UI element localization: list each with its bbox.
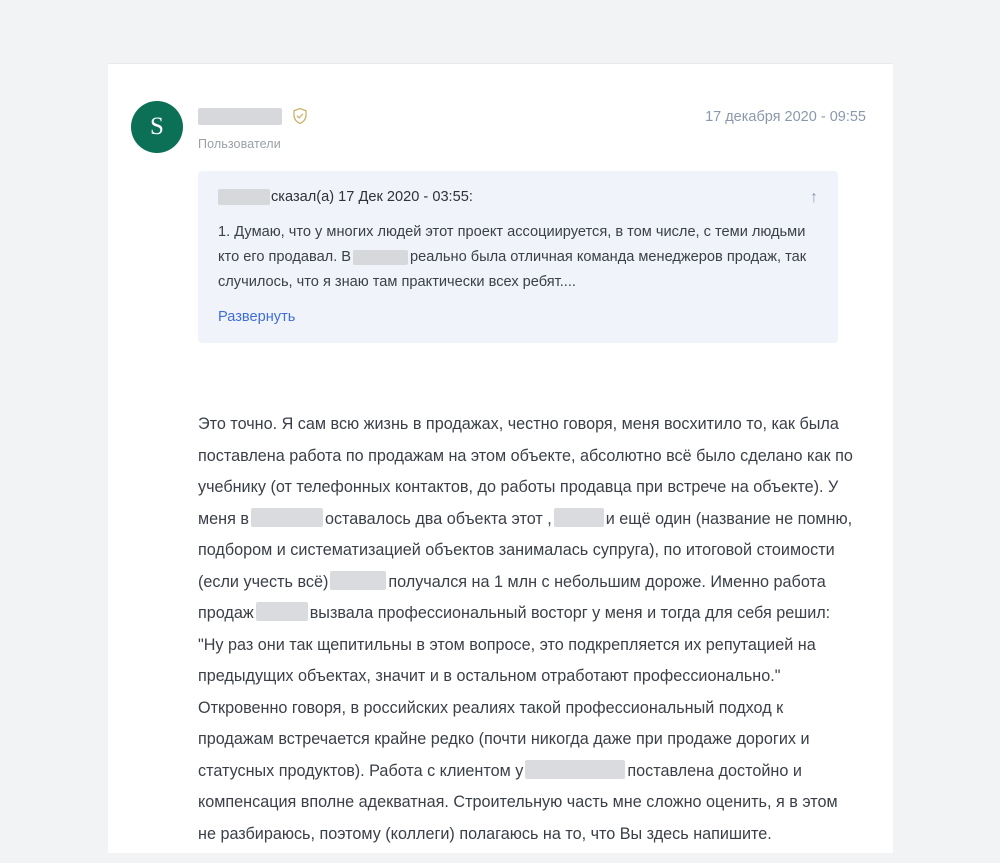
author-name-row (198, 107, 518, 125)
author-block (198, 107, 518, 151)
quote-header (218, 187, 818, 207)
body-redaction-1 (251, 508, 323, 527)
quote-inline-redaction (353, 250, 408, 265)
body-redaction-2 (554, 508, 604, 527)
quote-header-text: сказал(а) 17 Дек 2020 - 03:55: (271, 189, 473, 205)
post-header (108, 64, 893, 160)
forum-post-card (108, 63, 893, 853)
post-body (198, 409, 858, 850)
body-redaction-5 (525, 760, 625, 779)
body-text-1: Это точно. Я сам всю жизнь в продажах, честно говоря, меня восхитило то, как была поставлена работа по продажам на этом объекте, абсолютно всё было сделано как по учебнику (от телефонных контактов, до работы продавца при встрече на объекте). У меня в (198, 415, 853, 528)
body-redaction-3 (330, 571, 386, 590)
body-text-5: вызвала профессиональный восторг у меня и тогда для себя решил: "Ну раз они так щепитильны в этом вопросе, это подкрепляется их репутацией на предыдущих объектах, значит и в остальном отработают профессионально." Откровенно говоря, в российских реалиях такой профессиональный подход к продажам встречается крайне редко (почти никогда даже при продаже дорогих и статусных продуктов). Работа с клиентом у (198, 604, 831, 780)
expand-quote-link[interactable]: Развернуть (218, 309, 296, 325)
author-role: Пользователи (198, 137, 281, 151)
post-timestamp: 17 декабря 2020 - 09:55 (705, 109, 866, 125)
avatar[interactable]: S (131, 101, 183, 153)
arrow-up-icon[interactable]: ↑ (810, 189, 818, 206)
body-text-6: поставлена достойно и компенсация вполне адекватная. Строительную часть мне сложно оценить, я в этом не разбираюсь, поэтому (коллеги) полагаюсь на то, что Вы здесь напишите. (198, 761, 838, 843)
quote-text-part-2: реально была отличная команда менеджеров продаж, так случилось, что я знаю там практически всех ребят.... (218, 249, 807, 290)
body-text-2: оставалось два объекта этот , (324, 509, 552, 528)
quote-author-redaction (218, 189, 270, 205)
quote-text-part-1: 1. Думаю, что у многих людей этот проект ассоциируется, в том числе, с теми людьми кто его продавал. В (218, 224, 806, 265)
quoted-post (198, 171, 838, 343)
body-text-4: получался на 1 млн с небольшим дороже. Именно работа продаж (198, 572, 826, 622)
quote-body (218, 220, 818, 295)
body-redaction-4 (256, 602, 308, 621)
author-name-redaction (198, 108, 282, 125)
shield-check-icon (291, 107, 309, 125)
body-text-3: и ещё один (название не помню, подбором и систематизацией объектов занималась супруга), по итоговой стоимости (если учесть всё) (198, 509, 853, 591)
